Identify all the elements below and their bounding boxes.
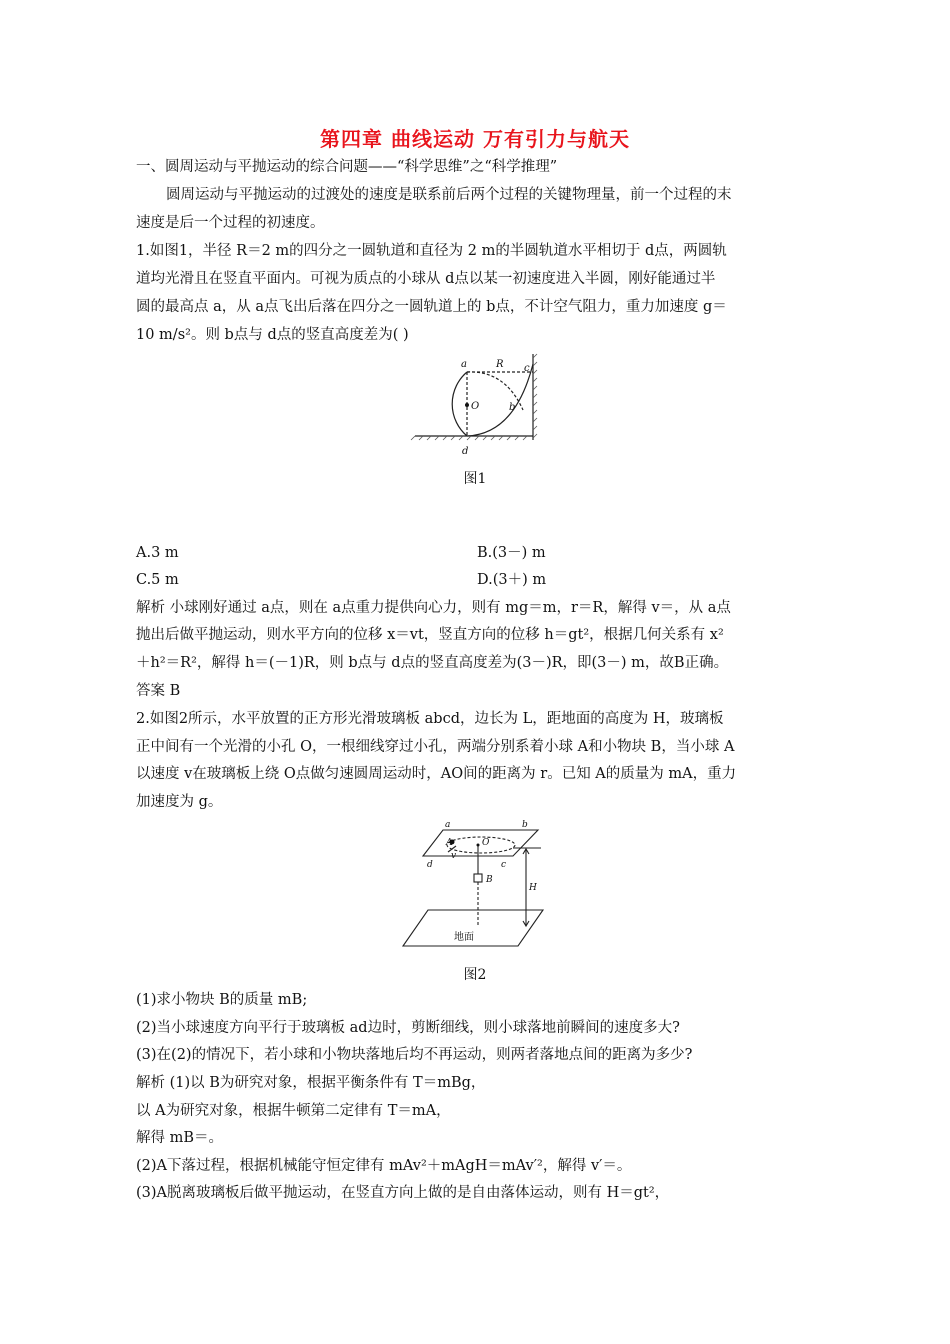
fig1-label-d: d <box>462 446 469 457</box>
question-1-line: 10 m/s²。则 b点与 d点的竖直高度差为( ) <box>136 327 409 343</box>
question-1-line: 圆的最高点 a，从 a点飞出后落在四分之一圆轨道上的 b点，不计空气阻力，重力加速度 g＝ <box>136 299 727 315</box>
figure-2-caption: 图2 <box>463 967 487 983</box>
question-2-line: 正中间有一个光滑的小孔 O，一根细线穿过小孔，两端分别系着小球 A和小物块 B，当小球 A <box>136 739 735 755</box>
analysis-1-line: 抛出后做平抛运动，则水平方向的位移 x＝vt，竖直方向的位移 h＝gt²，根据几何关系有 x² <box>136 627 724 643</box>
figure-1-diagram <box>405 350 555 460</box>
sub-question: (2)当小球速度方向平行于玻璃板 ad边时，剪断细线，则小球落地前瞬间的速度多大? <box>136 1020 680 1036</box>
fig1-label-a: a <box>461 359 467 370</box>
fig2-label-a: a <box>445 820 451 830</box>
fig1-label-O: O <box>471 401 480 412</box>
figure-1-caption: 图1 <box>463 471 487 487</box>
fig1-label-b: b <box>509 402 516 413</box>
answer-1: 答案 B <box>136 683 181 699</box>
analysis-1-line: ＋h²＝R²，解得 h＝(－1)R，则 b点与 d点的竖直高度差为(3－)R，即(3－) m，故B正确。 <box>136 655 729 671</box>
fig1-label-R: R <box>496 359 504 370</box>
question-2-line: 加速度为 g。 <box>136 794 223 810</box>
sub-question: (3)在(2)的情况下，若小球和小物块落地后均不再运动，则两者落地点间的距离为多少? <box>136 1047 693 1063</box>
fig2-label-d: d <box>427 860 433 870</box>
chapter-title: 第四章 曲线运动 万有引力与航天 <box>320 127 630 151</box>
fig2-ground-label: 地面 <box>454 932 474 943</box>
option-b: B.(3－) m <box>477 545 546 561</box>
analysis-2-line: (2)A下落过程，根据机械能守恒定律有 mAv²＋mAgH＝mAv′²，解得 v′＝。 <box>136 1158 632 1174</box>
fig2-label-O: O <box>482 838 490 848</box>
question-2-line: 以速度 v在玻璃板上绕 O点做匀速圆周运动时，AO间的距离为 r。已知 A的质量为 mA，重力 <box>136 766 737 782</box>
analysis-2-line: 解析 (1)以 B为研究对象，根据平衡条件有 T＝mBg， <box>136 1075 486 1091</box>
question-2-line: 2.如图2所示，水平放置的正方形光滑玻璃板 abcd，边长为 L，距地面的高度为 H，玻璃板 <box>136 711 724 727</box>
fig2-label-c: c <box>501 860 507 870</box>
analysis-2-line: 以 A为研究对象，根据牛顿第二定律有 T＝mA， <box>136 1103 451 1119</box>
fig2-label-v: v <box>451 851 457 861</box>
figure-2-diagram <box>398 818 558 958</box>
fig1-label-c: c <box>524 363 530 374</box>
option-d: D.(3＋) m <box>477 572 547 588</box>
question-1-line: 道均光滑且在竖直平面内。可视为质点的小球从 d点以某一初速度进入半圆，刚好能通过半 <box>136 271 716 287</box>
analysis-2-line: 解得 mB＝。 <box>136 1130 224 1146</box>
intro-line: 速度是后一个过程的初速度。 <box>136 215 325 231</box>
intro-line: 圆周运动与平抛运动的过渡处的速度是联系前后两个过程的关键物理量，前一个过程的末 <box>166 187 732 203</box>
section-heading: 一、圆周运动与平抛运动的综合问题——“科学思维”之“科学推理” <box>136 159 558 175</box>
option-a: A.3 m <box>136 545 179 561</box>
analysis-1-line: 解析 小球刚好通过 a点，则在 a点重力提供向心力，则有 mg＝m，r＝R，解得 v＝，从 a点 <box>136 600 731 616</box>
fig2-label-B: B <box>486 875 493 885</box>
question-1-line: 1.如图1，半径 R＝2 m的四分之一圆轨道和直径为 2 m的半圆轨道水平相切于 d点，两圆轨 <box>136 243 727 259</box>
analysis-2-line: (3)A脱离玻璃板后做平抛运动，在竖直方向上做的是自由落体运动，则有 H＝gt²， <box>136 1185 670 1201</box>
sub-question: (1)求小物块 B的质量 mB; <box>136 992 308 1008</box>
option-c: C.5 m <box>136 572 179 588</box>
fig2-label-b: b <box>522 820 528 830</box>
fig2-label-A: A <box>446 838 453 848</box>
fig2-label-H: H <box>529 883 537 893</box>
